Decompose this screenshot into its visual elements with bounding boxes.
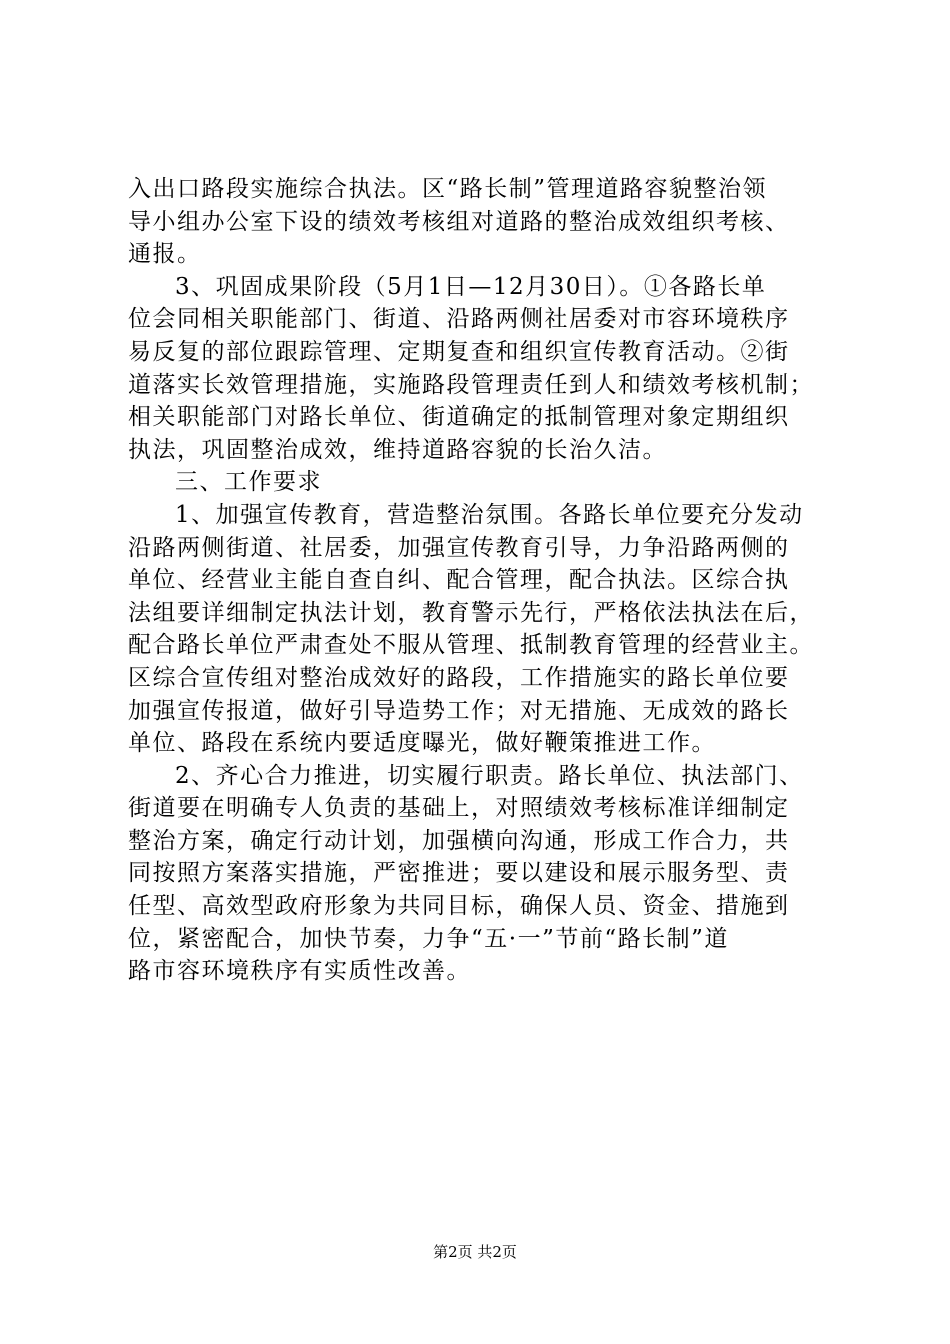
- page-footer: 第2页 共2页: [433, 1243, 517, 1261]
- text-line: 2、齐心合力推进，切实履行职责。路长单位、执法部门、: [175, 762, 804, 789]
- text-line: 沿路两侧街道、社居委，加强宣传教育引导，力争沿路两侧的: [128, 534, 790, 561]
- text-line: 位，紧密配合，加快节奏，力争“五·一”节前“路长制”道: [128, 925, 729, 952]
- text-line: 同按照方案落实措施，严密推进；要以建设和展示服务型、责: [128, 860, 790, 887]
- text-line: 通报。: [128, 241, 202, 268]
- text-line: 街道要在明确专人负责的基础上，对照绩效考核标准详细制定: [128, 795, 790, 822]
- text-line: 道落实长效管理措施，实施路段管理责任到人和绩效考核机制；: [128, 371, 814, 398]
- text-line: 3、巩固成果阶段（5月1日—12月30日）。①各路长单: [175, 273, 767, 300]
- text-line: 加强宣传报道，做好引导造势工作；对无措施、无成效的路长: [128, 697, 790, 724]
- text-line: 三、工作要求: [175, 469, 322, 496]
- text-line: 单位、路段在系统内要适度曝光，做好鞭策推进工作。: [128, 730, 716, 757]
- text-line: 易反复的部位跟踪管理、定期复查和组织宣传教育活动。②街: [128, 338, 790, 365]
- text-line: 法组要详细制定执法计划，教育警示先行，严格依法执法在后，: [128, 599, 814, 626]
- text-line: 执法，巩固整治成效，维持道路容貌的长治久洁。: [128, 436, 667, 463]
- text-line: 区综合宣传组对整治成效好的路段，工作措施实的路长单位要: [128, 664, 790, 691]
- text-line: 任型、高效型政府形象为共同目标，确保人员、资金、措施到: [128, 893, 790, 920]
- text-line: 入出口路段实施综合执法。区“路长制”管理道路容貌整治领: [128, 176, 768, 202]
- text-line: 1、加强宣传教育，营造整治氛围。各路长单位要充分发动: [175, 501, 804, 528]
- text-line: 配合路长单位严肃查处不服从管理、抵制教育管理的经营业主。: [128, 632, 814, 659]
- text-line: 单位、经营业主能自查自纠、配合管理，配合执法。区综合执: [128, 567, 790, 594]
- text-line: 路市容环境秩序有实质性改善。: [128, 958, 471, 985]
- document-body: [128, 173, 828, 988]
- text-line: 相关职能部门对路长单位、街道确定的抵制管理对象定期组织: [128, 404, 790, 431]
- text-line: 位会同相关职能部门、街道、沿路两侧社居委对市容环境秩序: [128, 306, 790, 333]
- text-line: 导小组办公室下设的绩效考核组对道路的整治成效组织考核、: [128, 208, 790, 235]
- text-line: 整治方案，确定行动计划，加强横向沟通，形成工作合力，共: [128, 827, 790, 854]
